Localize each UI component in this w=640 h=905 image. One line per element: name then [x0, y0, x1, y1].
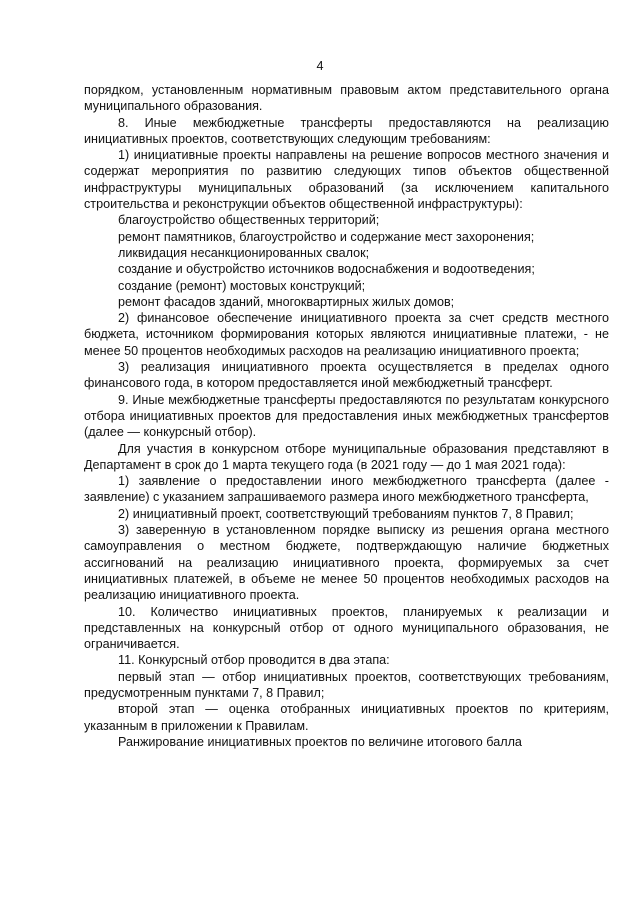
- paragraph-9-participation: Для участия в конкурсном отборе муниципальные образования представляют в Департамент в срок до 1 марта текущего года (в 2021 году — до 1 мая 2021 года):: [84, 441, 609, 472]
- list-item: ликвидация несанкционированных свалок;: [118, 245, 370, 260]
- paragraph-11-stage-2: второй этап — оценка отобранных инициативных проектов по критериям, указанным в приложении к Правилам.: [84, 702, 609, 733]
- page-number: 4: [316, 59, 324, 73]
- paragraph-continuation: порядком, установленным нормативным правовым актом представительного органа муниципального образования.: [84, 83, 609, 114]
- paragraph-11: 11. Конкурсный отбор проводится в два этапа:: [118, 653, 390, 668]
- paragraph-11-stage-1: первый этап — отбор инициативных проектов, соответствующих требованиям, предусмотренным пунктами 7, 8 Правил;: [84, 669, 609, 700]
- paragraph-8-item-3: 3) реализация инициативного проекта осуществляется в пределах одного финансового года, в котором предоставляется иной межбюджетный трансферт.: [84, 360, 609, 391]
- list-item: ремонт фасадов зданий, многоквартирных жилых домов;: [118, 294, 455, 309]
- paragraph-9-item-1: 1) заявление о предоставлении иного межбюджетного трансферта (далее - заявление) с указанием запрашиваемого размера иного межбюджетного трансферта,: [84, 474, 609, 505]
- paragraph-8: 8. Иные межбюджетные трансферты предоставляются на реализацию инициативных проектов, соответствующих следующим требованиям:: [84, 115, 609, 146]
- paragraph-ranking: Ранжирование инициативных проектов по величине итогового балла: [118, 734, 522, 749]
- paragraph-10: 10. Количество инициативных проектов, планируемых к реализации и представленных на конкурсный отбор от одного муниципального образования, не ограничивается.: [84, 604, 609, 652]
- paragraph-8-item-2: 2) финансовое обеспечение инициативного проекта за счет средств местного бюджета, источником формирования которых являются инициативные платежи, - не менее 50 процентов необходимых расходов на реализацию инициативного проекта;: [84, 311, 609, 358]
- list-item: создание (ремонт) мостовых конструкций;: [118, 278, 366, 293]
- paragraph-8-item-1: 1) инициативные проекты направлены на решение вопросов местного значения и содержат мероприятия по развитию следующих типов объектов общественной инфраструктуры муниципальных образований (за исключением капитального строительства и реконструкции объектов общественной инфраструктуры):: [84, 148, 609, 212]
- list-item: создание и обустройство источников водоснабжения и водоотведения;: [118, 262, 535, 277]
- paragraph-9-item-2: 2) инициативный проект, соответствующий требованиям пунктов 7, 8 Правил;: [118, 506, 574, 521]
- paragraph-9-item-3: 3) заверенную в установленном порядке выписку из решения органа местного самоуправления о местном бюджете, подтверждающую наличие бюджетных ассигнований на реализацию инициативного проекта, формируемых за счет инициативных платежей, в объеме не менее 50 процентов необходимых расходов на реализацию инициативного проекта.: [84, 523, 609, 603]
- list-item: благоустройство общественных территорий;: [118, 213, 380, 228]
- paragraph-9: 9. Иные межбюджетные трансферты предоставляются по результатам конкурсного отбора инициативных проектов для предоставления иных межбюджетных трансфертов (далее — конкурсный отбор).: [84, 392, 609, 440]
- document-body: [84, 82, 609, 750]
- list-item: ремонт памятников, благоустройство и содержание мест захоронения;: [118, 229, 535, 244]
